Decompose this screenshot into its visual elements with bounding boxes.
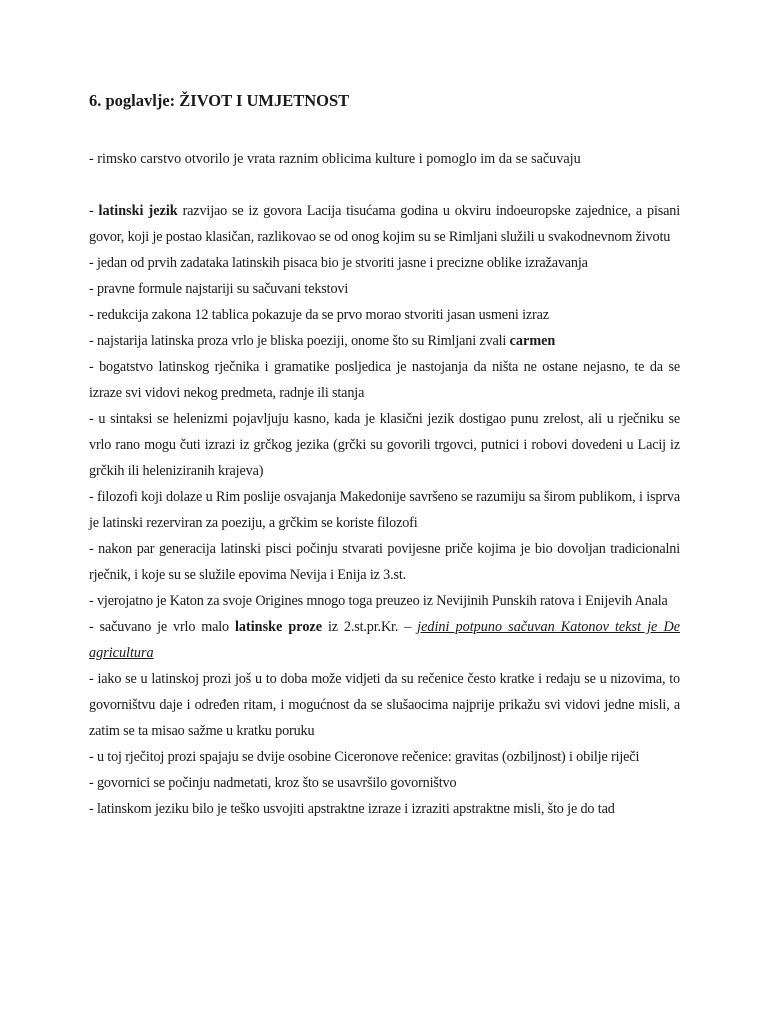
paragraph — [89, 588, 680, 614]
text-run: - najstarija latinska proza vrlo je bliska poeziji, onome što su Rimljani zvali — [89, 333, 510, 349]
text-run: - nakon par generacija latinski pisci počinju stvarati povijesne priče kojima je bio dovoljan tradicionalni rječnik, i koje su se služile epovima Nevija i Enija iz 3.st. — [89, 541, 680, 583]
text-run: - filozofi koji dolaze u Rim poslije osvajanja Makedonije savršeno se razumiju sa širom publikom, i isprva je latinski rezerviran za poeziju, a grčkim se koriste filozofi — [89, 489, 680, 531]
document-page — [89, 0, 680, 1024]
paragraph — [89, 744, 680, 770]
text-run: - u toj rječitoj prozi spajaju se dvije osobine Ciceronove rečenice: gravitas (ozbiljnost) i obilje riječi — [89, 749, 640, 765]
paragraph — [89, 276, 680, 302]
de-agricultura-link[interactable]: jedini potpuno sačuvan Katonov tekst je De agricultura — [89, 619, 681, 661]
paragraph — [89, 796, 680, 822]
bold-term: latinski jezik — [98, 203, 178, 219]
body-text — [89, 198, 680, 822]
text-run: - iako se u latinskoj prozi još u to doba može vidjeti da su rečenice često kratke i redaju se u nizovima, to govorništvu daje i određen ritam, i mogućnost da se slušaocima najprije prikažu svi vidovi jedne misli, a zatim se ta misao sažme u kratku poruku — [89, 671, 680, 739]
paragraph — [89, 354, 680, 406]
text-run: - latinskom jeziku bilo je teško usvojiti apstraktne izraze i izraziti apstraktne misli, što je do tad — [89, 801, 615, 817]
text-run: - sačuvano je vrlo malo — [89, 619, 235, 635]
text-run: - jedan od prvih zadataka latinskih pisaca bio je stvoriti jasne i precizne oblike izražavanja — [89, 255, 588, 271]
text-run: - — [89, 203, 99, 219]
text-run: - bogatstvo latinskog rječnika i gramatike posljedica je nastojanja da ništa ne ostane nejasno, te da se izraze svi vidovi nekog predmeta, radnje ili stanja — [89, 359, 680, 401]
paragraph-carmen — [89, 328, 680, 354]
chapter-title: 6. poglavlje: ŽIVOT I UMJETNOST — [89, 91, 350, 110]
paragraph — [89, 770, 680, 796]
paragraph — [89, 250, 680, 276]
bold-term: carmen — [509, 333, 556, 349]
text-run: - vjerojatno je Katon za svoje Origines mnogo toga preuzeo iz Nevijinih Punskih ratova i Enijevih Anala — [89, 593, 668, 609]
text-run: iz 2.st.pr.Kr. – — [322, 619, 418, 635]
paragraph — [89, 302, 680, 328]
text-run: - redukcija zakona 12 tablica pokazuje da se prvo morao stvoriti jasan usmeni izraz — [89, 307, 549, 323]
paragraph-latinski-jezik — [89, 198, 680, 250]
text-run: razvijao se iz govora Lacija tisućama godina u okviru indoeuropske zajednice, a pisani govor, koji je postao klasičan, razlikovao se od onog kojim su se Rimljani služili u svakodnevnom životu — [89, 203, 680, 245]
paragraph — [89, 666, 680, 744]
text-run: - govornici se počinju nadmetati, kroz što se usavršilo govorništvo — [89, 775, 457, 791]
text-run: - u sintaksi se helenizmi pojavljuju kasno, kada je klasični jezik dostigao punu zrelost, ali u rječniku se vrlo rano mogu čuti izrazi iz grčkog jezika (grčki su govorili trgovci, putnici i robovi dovedeni u Lacij iz grčkih ili heleniziranih krajeva) — [89, 411, 680, 479]
text-run: - pravne formule najstariji su sačuvani tekstovi — [89, 281, 349, 297]
paragraph — [89, 484, 680, 536]
paragraph — [89, 536, 680, 588]
paragraph — [89, 406, 680, 484]
bold-term: latinske proze — [234, 619, 323, 635]
intro-line: - rimsko carstvo otvorilo je vrata raznim oblicima kulture i pomoglo im da se sačuvaju — [89, 151, 581, 167]
paragraph-latinske-proze — [89, 614, 680, 666]
